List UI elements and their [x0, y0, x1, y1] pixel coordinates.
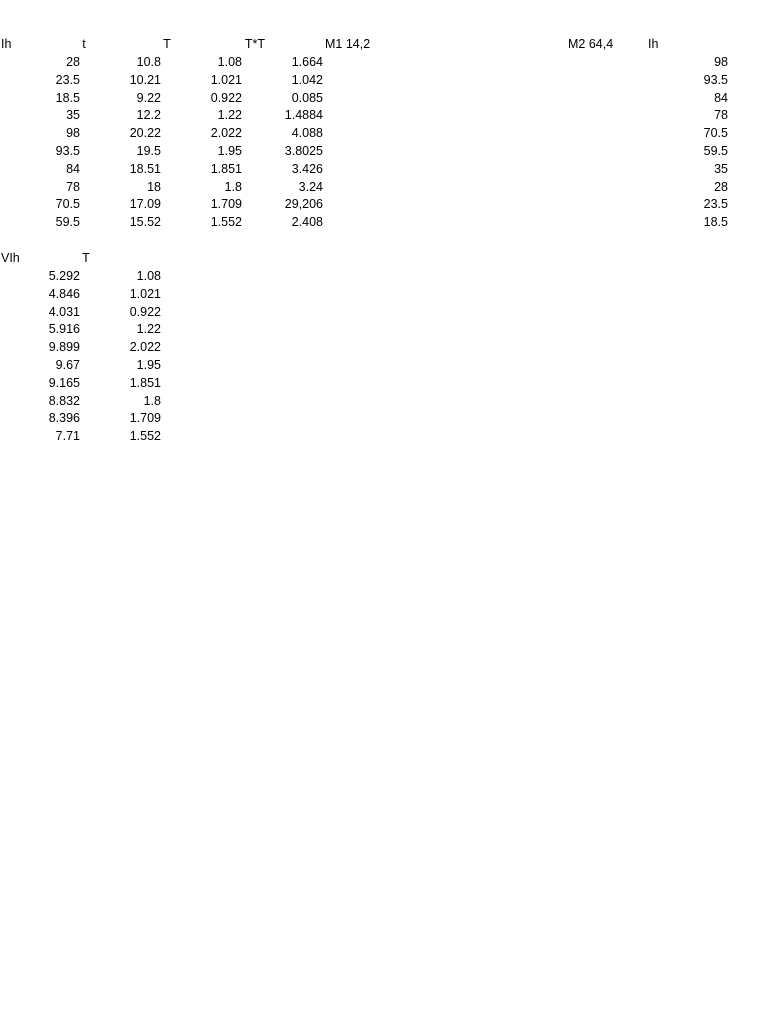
table2-cell-T: 2.022	[129, 340, 161, 355]
table1-cell-ih: 78	[66, 179, 80, 194]
table1-cell-T: 1.95	[217, 144, 242, 158]
table1-cell-T: 1.08	[217, 55, 242, 69]
table2-cell-vih: 8.396	[48, 411, 80, 426]
table1-cell-T: 1.552	[210, 215, 242, 230]
table2-cell-vih: 9.67	[55, 358, 80, 372]
table2-cell-T: 1.709	[129, 411, 161, 426]
header-m2: M2 64,4	[568, 37, 614, 51]
table2-cell-T: 1.8	[143, 393, 161, 408]
table2-cell-vih: 9.165	[48, 375, 80, 390]
right-ih-cell: 93.5	[703, 72, 728, 87]
table2-cell-vih: 5.916	[48, 322, 80, 337]
right-ih-cell: 98	[714, 55, 728, 69]
header-ih-right: Ih	[648, 37, 659, 51]
table1-cell-TT: 3.24	[298, 179, 323, 194]
table2-cell-T: 1.851	[129, 375, 161, 390]
table1-cell-ih: 98	[66, 126, 80, 141]
right-ih-cell: 70.5	[703, 126, 728, 141]
table1-cell-T: 1.851	[210, 161, 242, 176]
table2-cell-vih: 4.031	[48, 304, 80, 319]
table1-cell-T: 1.709	[210, 197, 242, 212]
table1-cell-T: 0.922	[210, 90, 242, 105]
table1-cell-ih: 35	[66, 108, 80, 123]
table1-cell-TT: 4.088	[291, 126, 323, 141]
table2-cell-vih: 9.899	[48, 340, 80, 355]
table1-cell-TT: 1.4884	[284, 108, 323, 123]
right-ih-cell: 59.5	[703, 144, 728, 158]
right-ih-cell: 78	[714, 108, 728, 123]
table1-cell-t: 10.8	[136, 55, 161, 69]
header-t-lower: t	[82, 37, 86, 51]
table1-cell-T: 2.022	[210, 126, 242, 141]
table1-cell-ih: 28	[66, 55, 80, 69]
table1-cell-TT: 3.426	[291, 161, 323, 176]
table1-cell-TT: 2.408	[291, 215, 323, 230]
table1-cell-TT: 1.042	[291, 72, 323, 87]
table1-cell-ih: 84	[66, 161, 80, 176]
table2-cell-T: 1.22	[136, 322, 161, 337]
table1-cell-T: 1.021	[210, 72, 242, 87]
table1-cell-t: 12.2	[136, 108, 161, 123]
table1-cell-TT: 3.8025	[284, 144, 323, 158]
table2-cell-T: 0.922	[129, 304, 161, 319]
table1-cell-t: 18	[147, 179, 161, 194]
table2-cell-T: 1.95	[136, 358, 161, 372]
table2-cell-vih: 5.292	[48, 269, 80, 283]
table2-cell-vih: 7.71	[55, 429, 80, 444]
table1-cell-TT: 0.085	[291, 90, 323, 105]
right-ih-cell: 84	[714, 90, 728, 105]
table1-cell-ih: 23.5	[55, 72, 80, 87]
right-ih-cell: 23.5	[703, 197, 728, 212]
table1-cell-ih: 18.5	[55, 90, 80, 105]
header-t-squared: T*T	[244, 37, 266, 51]
right-ih-cell: 18.5	[703, 215, 728, 230]
table2-cell-T: 1.08	[136, 269, 161, 283]
table1-cell-t: 19.5	[136, 144, 161, 158]
table1-cell-ih: 70.5	[55, 197, 80, 212]
table1-cell-t: 17.09	[129, 197, 161, 212]
table1-cell-ih: 59.5	[55, 215, 80, 230]
table1-cell-TT: 29,206	[284, 197, 323, 212]
table2-cell-T: 1.552	[129, 429, 161, 444]
table1-cell-t: 9.22	[136, 90, 161, 105]
header-t-upper: T	[163, 37, 171, 51]
table2-cell-vih: 4.846	[48, 286, 80, 301]
right-ih-cell: 28	[714, 179, 728, 194]
table1-cell-ih: 93.5	[55, 144, 80, 158]
table1-cell-t: 15.52	[129, 215, 161, 230]
table1-cell-t: 20.22	[129, 126, 161, 141]
table1-cell-TT: 1.664	[291, 55, 323, 69]
table2-cell-vih: 8.832	[48, 393, 80, 408]
table1-cell-t: 10.21	[129, 72, 161, 87]
header-vih: VIh	[1, 251, 20, 265]
table2-cell-T: 1.021	[129, 286, 161, 301]
right-ih-cell: 35	[714, 161, 728, 176]
table1-cell-T: 1.22	[217, 108, 242, 123]
header-m1: M1 14,2	[325, 37, 371, 51]
table1-cell-T: 1.8	[224, 179, 242, 194]
header-t2: T	[82, 251, 90, 265]
table1-cell-t: 18.51	[129, 161, 161, 176]
header-ih: Ih	[1, 37, 12, 51]
